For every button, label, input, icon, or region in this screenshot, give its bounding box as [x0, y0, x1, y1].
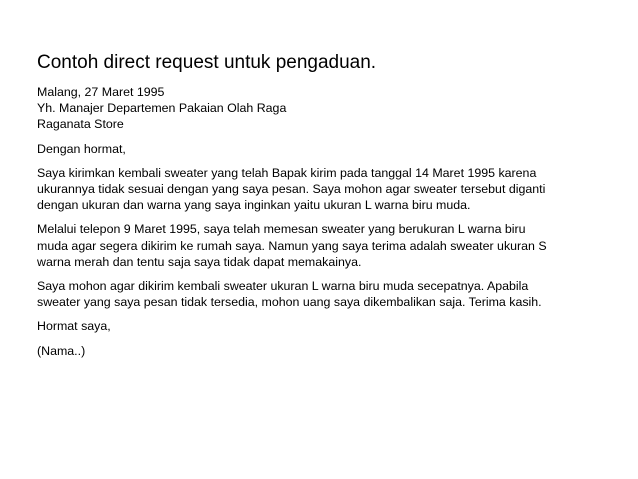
- paragraph-line: sweater yang saya pesan tidak tersedia, mohon uang saya dikembalikan saja. Terima kasih.: [37, 295, 542, 310]
- paragraph-line: muda agar segera dikirim ke rumah saya. Namun yang saya terima adalah sweater ukuran S: [37, 238, 547, 253]
- letter-closing: Hormat saya,: [37, 319, 111, 334]
- letter-recipient: Yh. Manajer Departemen Pakaian Olah Raga: [37, 101, 287, 116]
- letter-greeting: Dengan hormat,: [37, 141, 126, 156]
- paragraph-line: Saya kirimkan kembali sweater yang telah Bapak kirim pada tanggal 14 Maret 1995 karena: [37, 165, 537, 180]
- letter-paragraph-2: [37, 221, 605, 270]
- letter-paragraph-1: [37, 165, 605, 214]
- paragraph-line: Melalui telepon 9 Maret 1995, saya telah memesan sweater yang berukuran L warna biru: [37, 222, 526, 237]
- letter-header: [37, 84, 605, 133]
- letter-date: Malang, 27 Maret 1995: [37, 85, 165, 99]
- letter-greeting-block: [37, 141, 605, 157]
- letter-closing-block: [37, 318, 605, 334]
- letter-signature: (Nama..): [37, 343, 86, 358]
- letter-recipient-store: Raganata Store: [37, 117, 124, 132]
- paragraph-line: dengan ukuran dan warna yang saya inginkan yaitu ukuran L warna biru muda.: [37, 198, 471, 213]
- letter-paragraph-3: [37, 278, 605, 310]
- letter-body: [37, 84, 605, 359]
- paragraph-line: warna merah dan tentu saja saya tidak dapat memakainya.: [37, 254, 362, 269]
- paragraph-line: ukurannya tidak sesuai dengan yang saya pesan. Saya mohon agar sweater tersebut diganti: [37, 182, 546, 197]
- paragraph-line: Saya mohon agar dikirim kembali sweater ukuran L warna biru muda secepatnya. Apabila: [37, 279, 529, 294]
- slide-title: Contoh direct request untuk pengaduan.: [37, 52, 377, 73]
- letter-signature-block: [37, 343, 605, 359]
